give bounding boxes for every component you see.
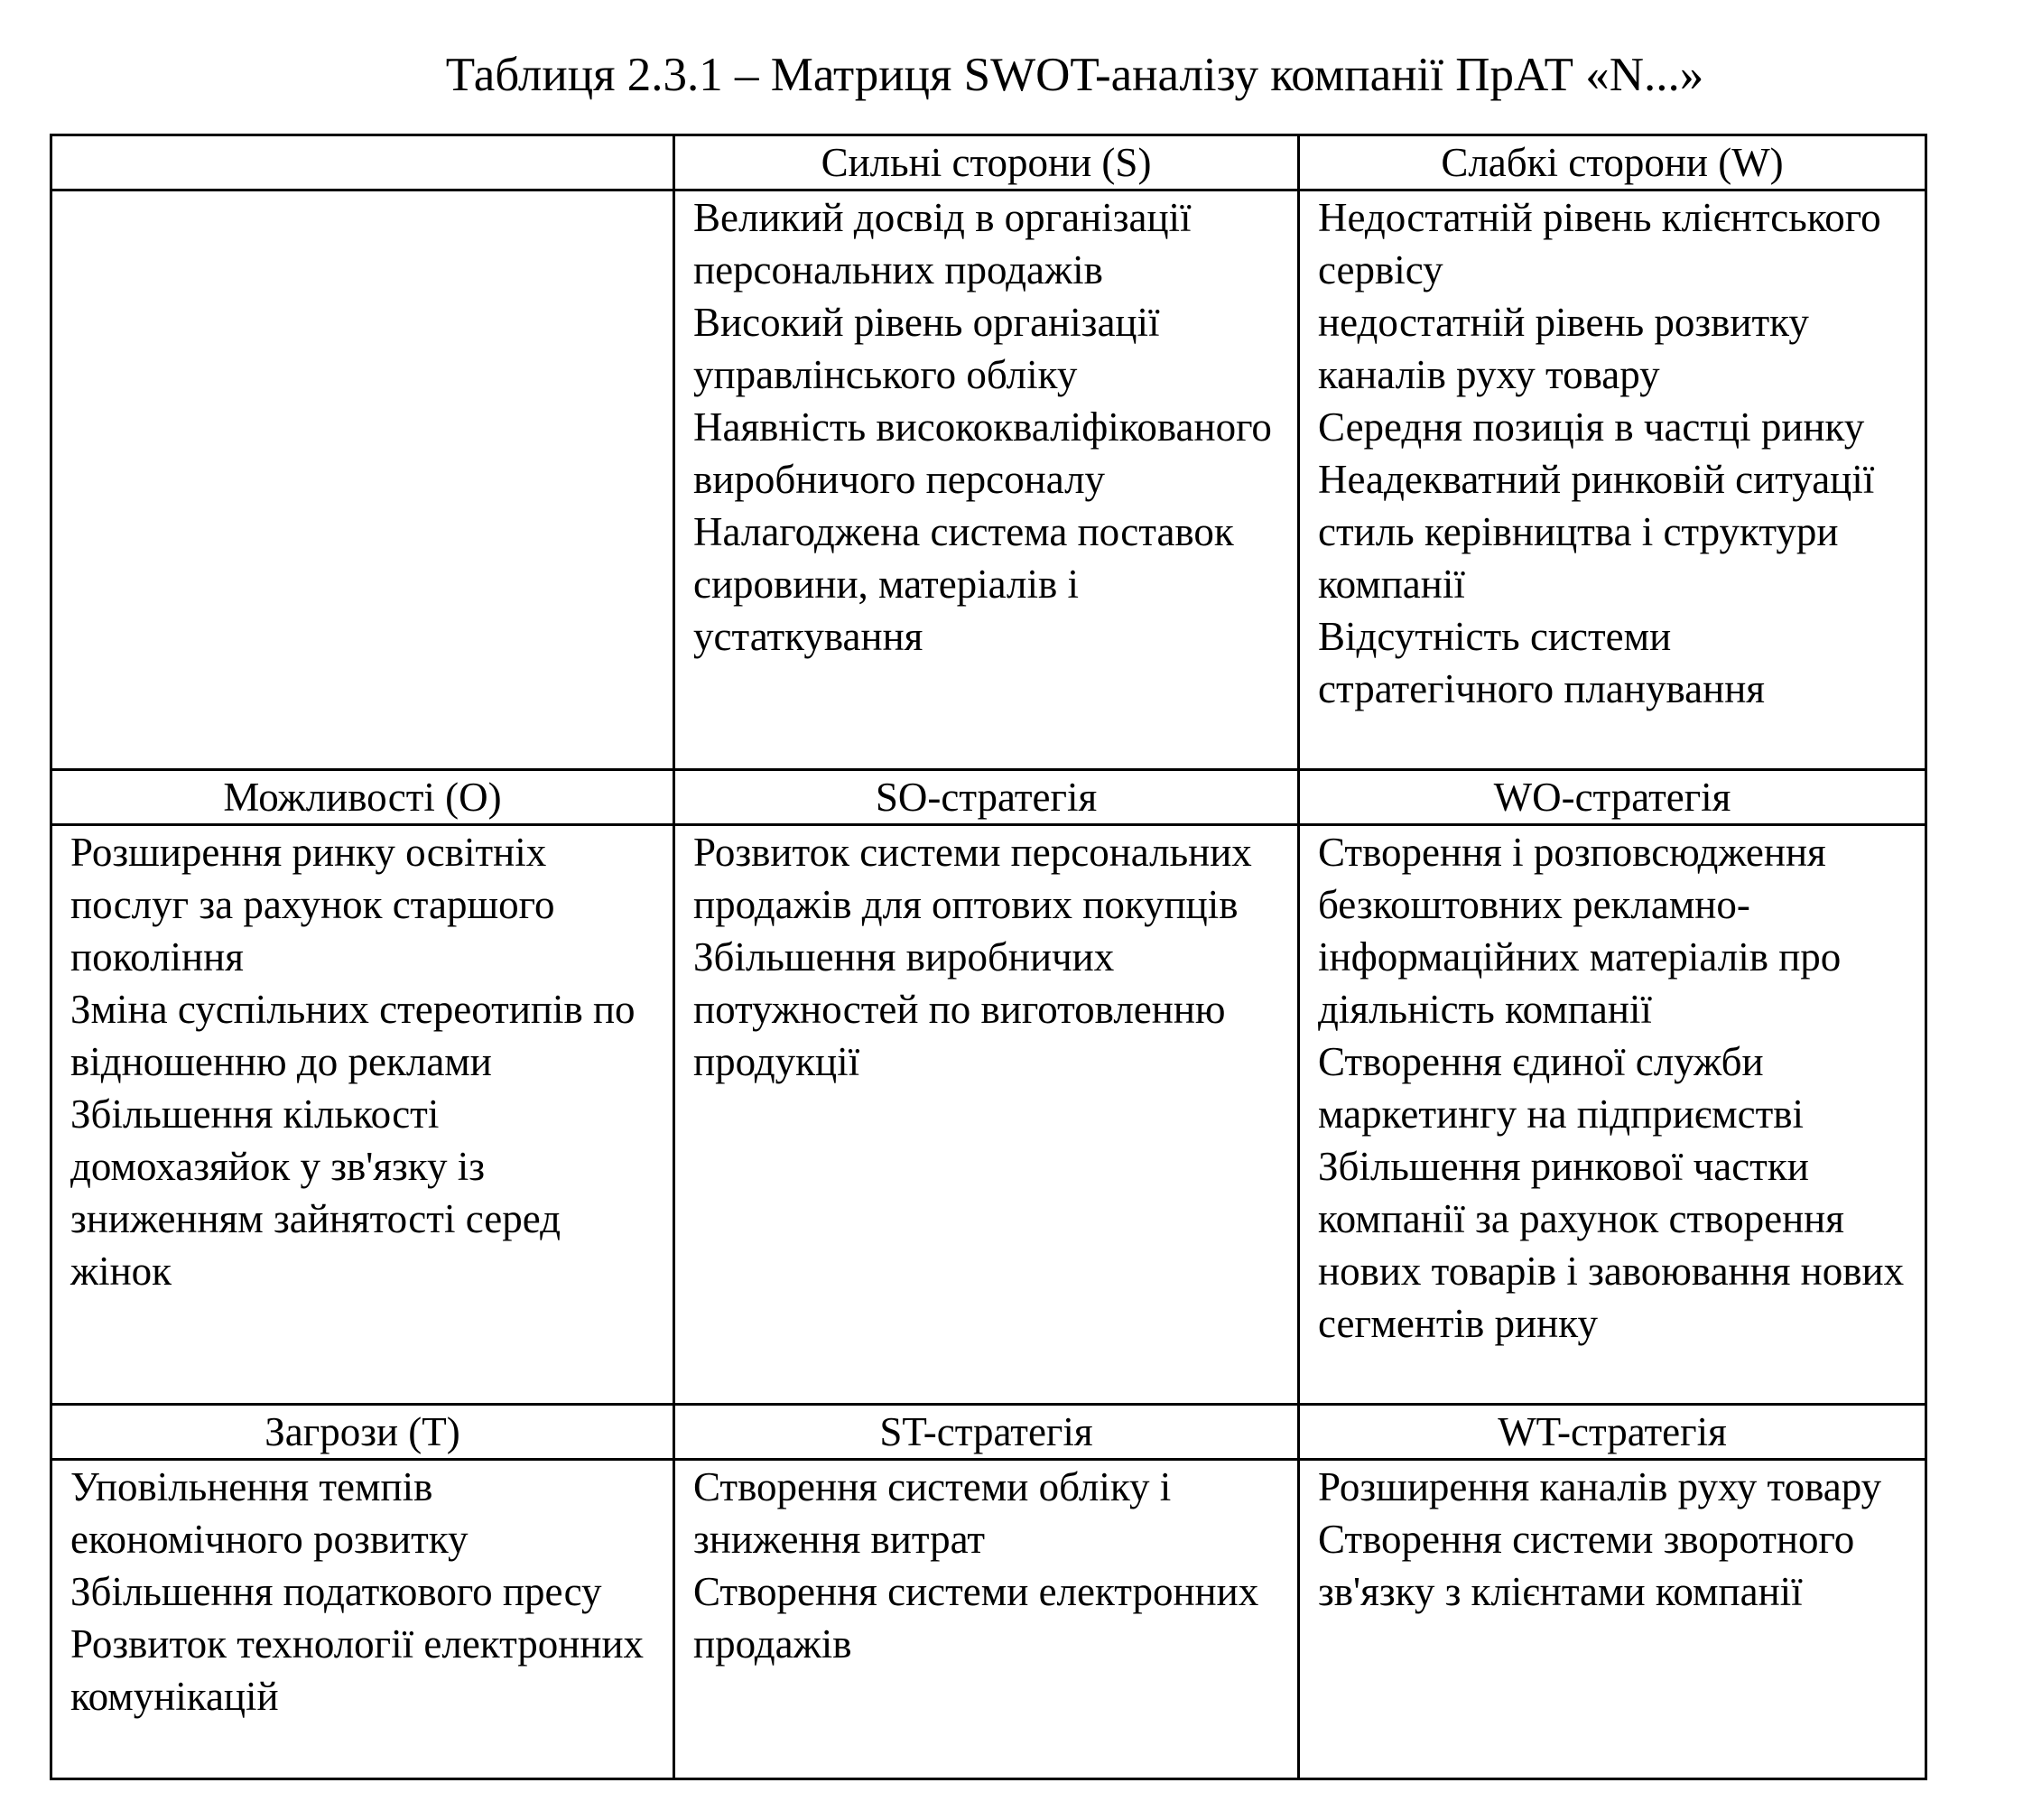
opportunities-cell [51,825,674,1405]
wo-strategy-item: Створення єдиної служби маркетингу на підприємстві [1318,1039,1805,1137]
wo-strategy-item: Створення і розповсюдження безкоштовних рекламно-інформаційних матеріалів про діяльність компанії [1318,830,1842,1032]
wt-strategy-item: Створення системи зворотного зв'язку з клієнтами компанії [1318,1517,1855,1614]
so-strategy-item: Розвиток системи персональних продажів для оптових покупців [693,830,1252,927]
header-weaknesses: Слабкі сторони (W) [1299,135,1926,190]
strength-item: Наявність висококваліфікованого виробничого персоналу [693,404,1272,502]
swot-matrix-table [50,134,1927,1780]
threat-item: Уповільнення темпів економічного розвитку [70,1464,469,1562]
header-row-strengths-weaknesses [51,135,1926,190]
weakness-item: Неадекватний ринковій ситуації стиль керівництва і структури компанії [1318,457,1875,607]
wt-strategy-item: Розширення каналів руху товару [1318,1464,1882,1509]
st-strategy-item: Створення системи електронних продажів [693,1569,1259,1667]
strength-item: Налагоджена система поставок сировини, матеріалів і устаткування [693,509,1234,659]
table-title: Таблиця 2.3.1 – Матриця SWOT-аналізу компанії ПрАТ «N...» [445,49,1704,101]
wo-strategy-cell [1299,825,1926,1405]
opportunity-item: Зміна суспільних стереотипів по відношенню до реклами [70,987,636,1084]
row-opportunities-content [51,825,1926,1405]
wo-strategy-item: Збільшення ринкової частки компанії за рахунок створення нових товарів і завоювання нових сегментів ринку [1318,1144,1905,1346]
strength-item: Великий досвід в організації персональних продажів [693,195,1192,292]
strengths-cell [674,190,1299,770]
weakness-item: Відсутність системи стратегічного планування [1318,614,1765,711]
empty-corner-cell [51,190,674,770]
st-strategy-item: Створення системи обліку і зниження витрат [693,1464,1172,1562]
wt-strategy-cell [1299,1460,1926,1779]
st-strategy-cell [674,1460,1299,1779]
weakness-item: Недостатній рівень клієнтського сервісу [1318,195,1881,292]
header-wo-strategy: WO-стратегія [1299,770,1926,825]
weakness-item: Середня позиція в частці ринку [1318,404,1865,450]
header-opportunities: Можливості (O) [51,770,674,825]
strength-item: Високий рівень організації управлінського обліку [693,300,1160,397]
header-threats: Загрози (T) [51,1405,674,1460]
row-threats-content [51,1460,1926,1779]
header-strengths: Сильні сторони (S) [674,135,1299,190]
header-empty-cell [51,135,674,190]
opportunity-item: Збільшення кількості домохазяйок у зв'язку із зниженням зайнятості серед жінок [70,1091,561,1294]
so-strategy-item: Збільшення виробничих потужностей по виготовленню продукції [693,934,1226,1084]
threat-item: Збільшення податкового пресу [70,1569,602,1614]
weaknesses-cell [1299,190,1926,770]
header-so-strategy: SO-стратегія [674,770,1299,825]
header-st-strategy: ST-стратегія [674,1405,1299,1460]
header-wt-strategy: WT-стратегія [1299,1405,1926,1460]
header-row-threats [51,1405,1926,1460]
row-strengths-weaknesses-content [51,190,1926,770]
threats-cell [51,1460,674,1779]
weakness-item: недостатній рівень розвитку каналів руху товару [1318,300,1809,397]
opportunity-item: Розширення ринку освітніх послуг за рахунок старшого покоління [70,830,555,980]
threat-item: Розвиток технології електронних комунікацій [70,1621,645,1719]
so-strategy-cell [674,825,1299,1405]
header-row-opportunities [51,770,1926,825]
